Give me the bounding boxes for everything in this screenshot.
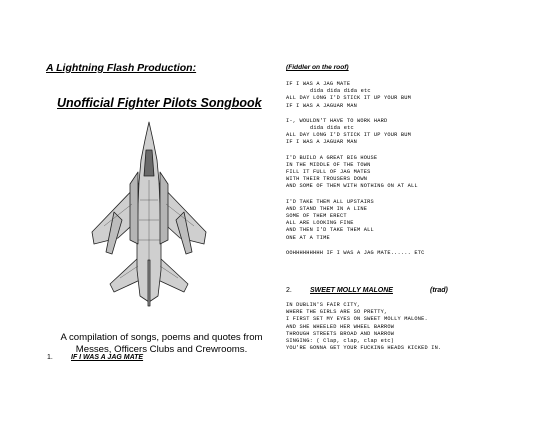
lyric-line: I'D BUILD A GREAT BIG HOUSE [286, 154, 378, 161]
tornado-jet-icon [84, 120, 214, 310]
lyric-line: dida dida dida etc [310, 88, 371, 95]
song-1-tune: (Fiddler on the roof) [286, 64, 349, 71]
verse-gap [286, 242, 425, 250]
lyric-line: WHERE THE GIRLS ARE SO PRETTY, [286, 309, 388, 316]
verse-gap [286, 191, 425, 199]
song-1-lyrics [286, 81, 425, 257]
lyric-line: AND STAND THEM IN A LINE [286, 205, 368, 212]
lyric-line: IF I WAS A JAGUAR MAN [286, 139, 357, 146]
song-2-title: SWEET MOLLY MALONE [310, 287, 393, 294]
song-2-origin: (trad) [430, 287, 448, 294]
song-1-number: 1. [47, 354, 53, 361]
lyric-line: WITH THEIR TROUSERS DOWN [286, 176, 368, 183]
song-2-lyrics [286, 302, 441, 352]
songbook-title: Unofficial Fighter Pilots Songbook [57, 96, 262, 110]
lyric-line: ALL DAY LONG I'D STICK IT UP YOUR BUM [286, 95, 412, 102]
lyric-line: IF I WAS A JAG MATE [286, 81, 351, 87]
lyric-line: AND SHE WHEELED HER WHEEL BARROW [286, 323, 395, 330]
lyric-line: ALL DAY LONG I'D STICK IT UP YOUR BUM [286, 132, 412, 139]
lyric-line: THROUGH STREETS BROAD AND NARROW [286, 330, 395, 337]
lyric-line: IN THE MIDDLE OF THE TOWN [286, 161, 371, 168]
lyric-line: YOU'RE GONNA GET YOUR FUCKING HEADS KICKED IN. [286, 345, 442, 352]
lyric-line: ALL ARE LOOKING FINE [286, 220, 354, 227]
song-2-heading [286, 287, 466, 297]
song-1-title: IF I WAS A JAG MATE [71, 354, 144, 361]
lyric-line: I-, WOULDN'T HAVE TO WORK HARD [286, 117, 388, 124]
lyric-line: ONE AT A TIME [286, 234, 330, 241]
lyric-line: I FIRST SET MY EYES ON SWEET MOLLY MALONE. [286, 316, 428, 323]
lyric-line: FILL IT FULL OF JAG MATES [286, 169, 371, 176]
song-2-number: 2. [286, 287, 292, 294]
lyric-line: dida dida etc [310, 125, 354, 132]
lyric-line: IF I WAS A JAGUAR MAN [286, 102, 357, 109]
lyric-line: OOHHHHHHHHH IF I WAS A JAG MATE...... ETC [286, 249, 425, 256]
song-1-heading [47, 354, 247, 364]
lyric-line: AND SOME OF THEM WITH NOTHING ON AT ALL [286, 183, 418, 190]
production-credit: A Lightning Flash Production: [46, 62, 197, 74]
caption-line-2: Messes, Officers Clubs and Crewrooms. [75, 344, 248, 355]
lyric-line: SOME OF THEM ERECT [286, 213, 347, 220]
lyric-line: AND THEN I'D TAKE THEM ALL [286, 227, 374, 234]
lyric-line: I'D TAKE THEM ALL UPSTAIRS [286, 198, 374, 205]
caption-line-1: A compilation of songs, poems and quotes from [60, 332, 263, 343]
verse-gap [286, 147, 425, 155]
lyric-line: IN DUBLIN'S FAIR CITY, [286, 302, 361, 308]
lyric-line: SINGING: ( Clap, clap, clap etc) [286, 338, 395, 345]
verse-gap [286, 110, 425, 118]
